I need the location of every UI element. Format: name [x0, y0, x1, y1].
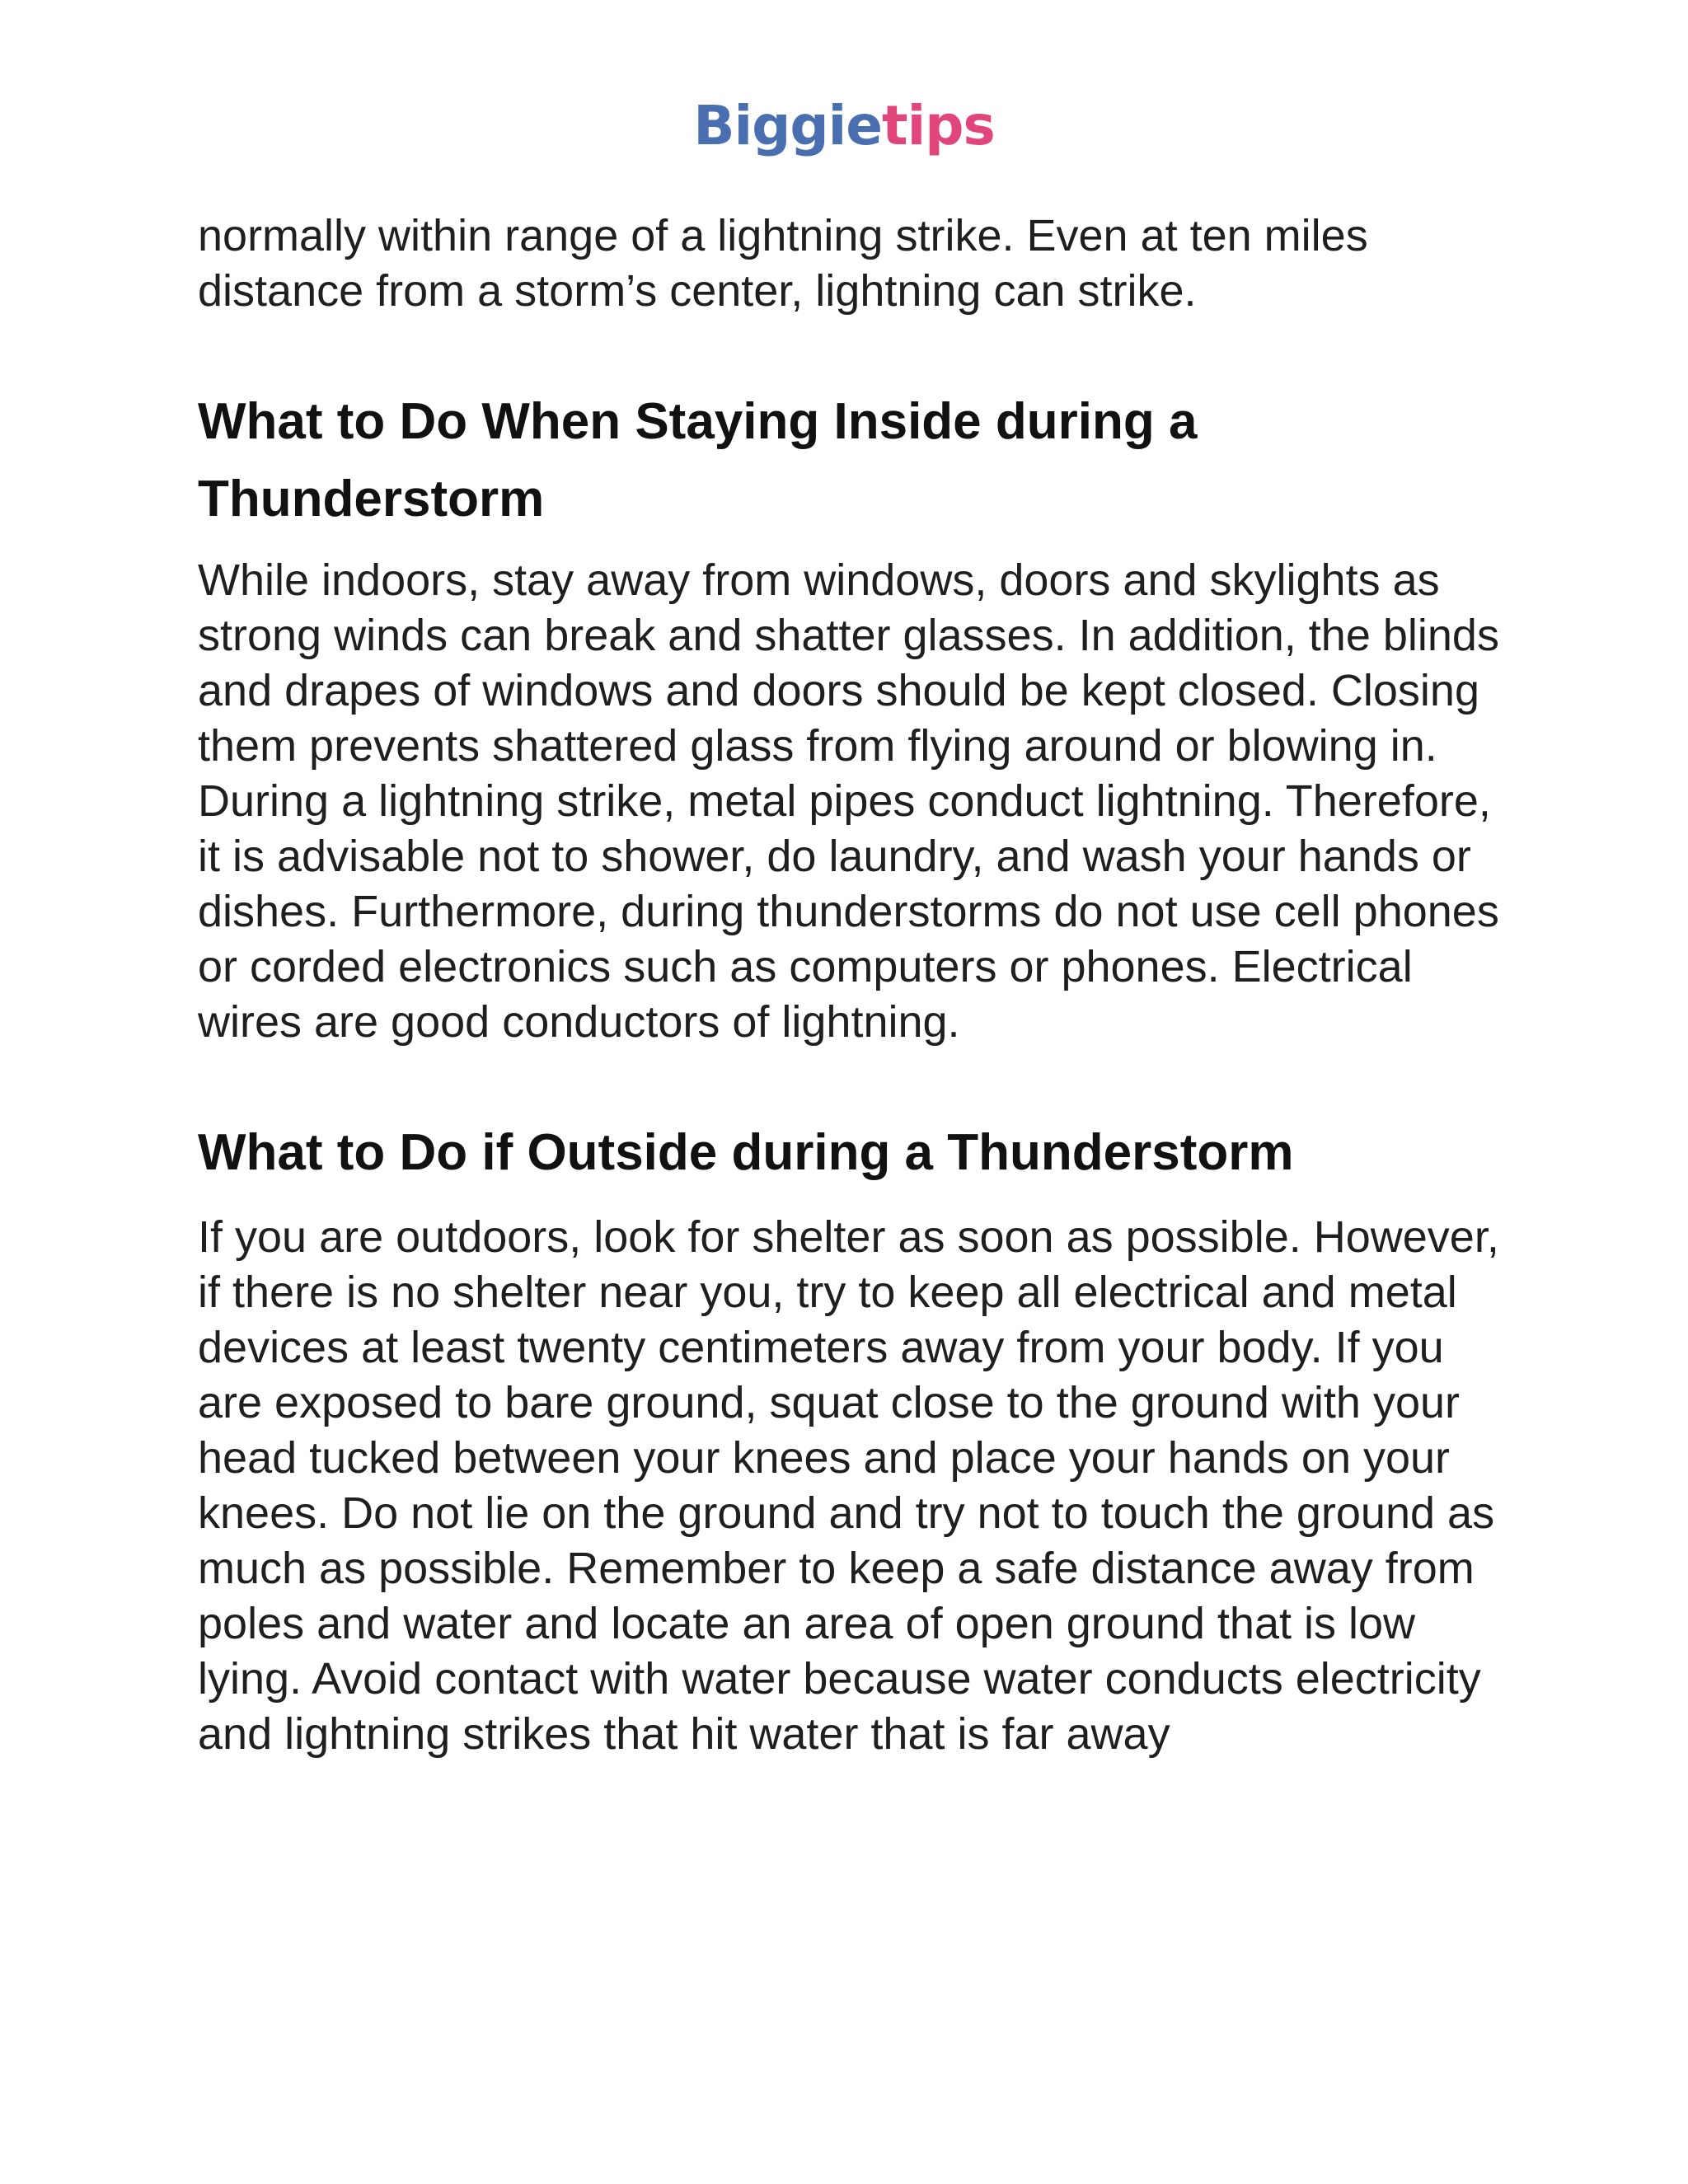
logo-text-primary: Biggie [693, 94, 883, 157]
paragraph-inside: While indoors, stay away from windows, doors and skylights as strong winds can break and shatter glasses. In addition, the blinds and drapes of windows and doors should be kept closed. Closing them prevents shattered glass from flying around or blowing in. During a lightning strike, metal pipes conduct lightning. Therefore, it is advisable not to shower, do laundry, and wash your hands or dishes. Furthermore, during thunderstorms do not use cell phones or corded electronics such as computers or phones. Electrical wires are good conductors of lightning. [198, 555, 1499, 1047]
article-body [198, 209, 1500, 1762]
heading-inside: What to Do When Staying Inside during a Thunderstorm [198, 393, 1198, 527]
heading-outside: What to Do if Outside during a Thunderstorm [198, 1124, 1294, 1181]
paragraph-outside: If you are outdoors, look for shelter as soon as possible. However, if there is no shelter near you, try to keep all electrical and metal devices at least twenty centimeters away from your body. If you are exposed to bare ground, squat close to the ground with your head tucked between your knees and place your hands on your knees. Do not lie on the ground and try not to touch the ground as much as possible. Remember to keep a safe distance away from poles and water and locate an area of open ground that is low lying. Avoid contact with water because water conducts electricity and lightning strikes that hit water that is far away [198, 1212, 1499, 1759]
paragraph-intro-continuation: normally within range of a lightning strike. Even at ten miles distance from a storm’s center, lightning can strike. [198, 211, 1368, 316]
brand-logo [0, 94, 1688, 157]
logo-text-secondary: tips [882, 94, 995, 157]
